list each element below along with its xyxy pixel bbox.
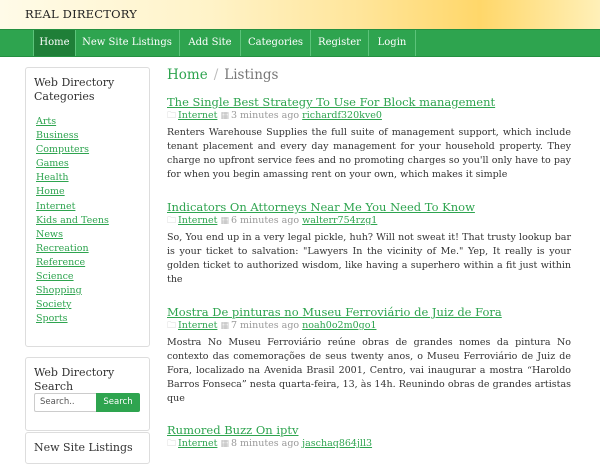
listing-time: 3 minutes ago [230, 110, 300, 121]
calendar-icon: ▦ [220, 321, 229, 331]
listing-description: Renters Warehouse Supplies the full suite of management support, which include tenant placement and every day management for your household property. They charge no upfront service fees and no promoting charges so you'll only have to pay for when you begin amassing rent on your own, which makes it simple [167, 127, 571, 181]
category-link[interactable]: Kids and Teens [36, 214, 109, 226]
category-link[interactable]: Games [36, 158, 69, 170]
listing-item [167, 95, 571, 182]
calendar-icon: ▦ [220, 111, 229, 121]
category-link[interactable]: Computers [36, 144, 90, 156]
nav-register[interactable]: Register [311, 30, 369, 56]
listing-title[interactable]: Indicators On Attorneys Near Me You Need To Know [167, 200, 475, 214]
listing-title[interactable]: Mostra De pinturas no Museu Ferroviário de Juiz de Fora [167, 305, 502, 319]
categories-panel [25, 67, 150, 347]
new-listings-panel-title: New Site Listings [34, 441, 133, 454]
search-input[interactable]: Search.. [34, 393, 101, 412]
categories-panel-title: Web Directory Categories [34, 76, 115, 103]
listing-item [167, 305, 571, 406]
listing-time: 8 minutes ago [230, 438, 300, 449]
listing-time: 7 minutes ago [230, 320, 300, 331]
folder-icon: 🗀 [167, 111, 177, 121]
listing-user[interactable]: walterr754rzg1 [302, 215, 378, 226]
listing-description: Mostra No Museu Ferroviário reúne obras de grandes nomes da pintura No contexto das comemorações de seus twenty anos, o Museu Ferroviário de Juiz de Fora, localizado na Avenida Brasil 2001, Centro, vai inaugurar a mostra “Haroldo Barros Fonseca” nesta quarta-feira, 13, às 14h. Reunindo obras de grandes artistas que [167, 337, 571, 405]
category-link[interactable]: Science [36, 271, 74, 283]
listing-item [167, 423, 571, 450]
breadcrumb-home[interactable]: Home [167, 67, 208, 83]
category-link[interactable]: Internet [36, 200, 76, 212]
breadcrumb-separator: / [213, 67, 219, 83]
category-link[interactable]: Business [36, 130, 79, 142]
category-link[interactable]: Health [36, 172, 69, 184]
listing-item [167, 200, 571, 287]
category-link[interactable]: Recreation [36, 242, 89, 254]
nav-new-site-listings[interactable]: New Site Listings [75, 30, 180, 56]
listing-meta [167, 110, 571, 122]
category-link[interactable]: Sports [36, 313, 68, 325]
category-link[interactable]: Arts [36, 116, 57, 127]
category-link[interactable]: News [36, 228, 63, 240]
folder-icon: 🗀 [167, 321, 177, 331]
category-link[interactable]: Home [36, 186, 65, 198]
site-header [0, 0, 600, 29]
breadcrumb-current: Listings [224, 67, 279, 83]
breadcrumb [167, 67, 278, 83]
listing-meta [167, 215, 571, 227]
listing-title[interactable]: Rumored Buzz On iptv [167, 423, 299, 437]
listing-category[interactable]: Internet [178, 438, 218, 449]
listing-title[interactable]: The Single Best Strategy To Use For Block management [167, 95, 496, 109]
category-link[interactable]: Reference [36, 256, 86, 268]
search-panel-title: Web Directory Search [34, 366, 115, 393]
listing-user[interactable]: richardf320kve0 [302, 110, 382, 121]
folder-icon: 🗀 [167, 439, 177, 449]
listing-user[interactable]: jaschaq864jll3 [302, 438, 373, 449]
search-panel [25, 357, 150, 431]
folder-icon: 🗀 [167, 216, 177, 226]
listing-category[interactable]: Internet [178, 215, 218, 226]
nav-login[interactable]: Login [369, 30, 416, 56]
new-listings-panel [25, 432, 150, 464]
search-button[interactable]: Search [96, 393, 140, 412]
nav-categories[interactable]: Categories [241, 30, 311, 56]
category-list [36, 115, 149, 326]
category-link[interactable]: Society [36, 299, 72, 311]
listing-category[interactable]: Internet [178, 320, 218, 331]
nav-add-site[interactable]: Add Site [180, 30, 241, 56]
category-link[interactable]: Shopping [36, 285, 82, 297]
listing-time: 6 minutes ago [230, 215, 300, 226]
site-brand[interactable]: REAL DIRECTORY [25, 7, 138, 21]
listing-meta [167, 320, 571, 332]
calendar-icon: ▦ [220, 439, 229, 449]
listing-meta [167, 438, 571, 450]
main-navbar [0, 29, 600, 57]
calendar-icon: ▦ [220, 216, 229, 226]
listing-user[interactable]: noah0o2m0go1 [302, 320, 377, 331]
nav-home[interactable]: Home [33, 30, 76, 56]
listing-description: So, You end up in a very legal pickle, huh? Will not sweat it! That trusty lookup bar is your ticket to salvation: "Lawyers In the vicinity of Me." Yep, It really is your golden ticket to authorized wisdom, like having a superhero within a fit just within the [167, 232, 571, 286]
listing-category[interactable]: Internet [178, 110, 218, 121]
